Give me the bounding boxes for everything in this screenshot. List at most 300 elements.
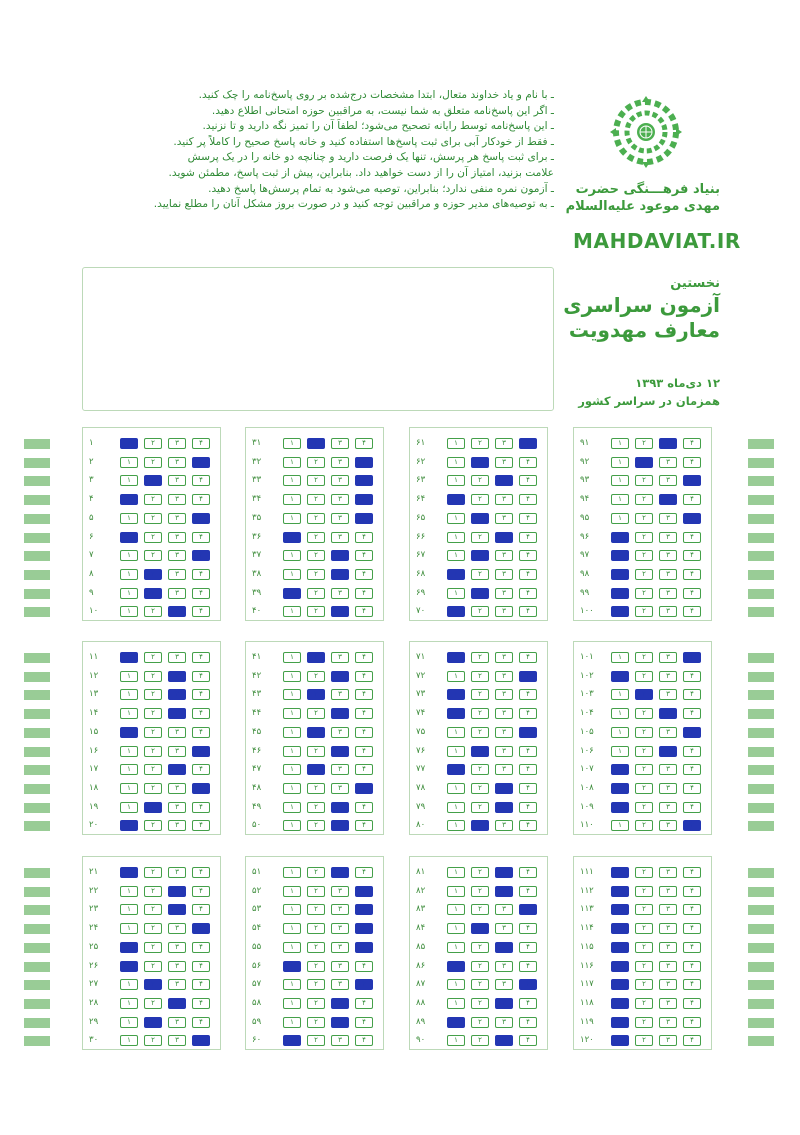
answer-bubble[interactable]: ۲ [144, 727, 162, 738]
answer-bubble[interactable]: ۱ [447, 746, 465, 757]
answer-bubble[interactable]: ۱ [611, 764, 629, 775]
answer-bubble[interactable]: ۱ [611, 942, 629, 953]
answer-bubble[interactable]: ۱ [611, 494, 629, 505]
answer-bubble[interactable]: ۲ [635, 942, 653, 953]
answer-bubble[interactable]: ۲ [471, 438, 489, 449]
answer-bubble[interactable]: ۳ [659, 886, 677, 897]
answer-bubble[interactable]: ۴ [683, 652, 701, 663]
answer-bubble[interactable]: ۲ [144, 942, 162, 953]
answer-bubble[interactable]: ۳ [495, 961, 513, 972]
answer-bubble[interactable]: ۲ [307, 867, 325, 878]
answer-bubble[interactable]: ۳ [659, 867, 677, 878]
answer-bubble[interactable]: ۴ [683, 494, 701, 505]
answer-bubble[interactable]: ۴ [683, 606, 701, 617]
answer-bubble[interactable]: ۴ [192, 783, 210, 794]
answer-bubble[interactable]: ۲ [471, 867, 489, 878]
answer-bubble[interactable]: ۳ [659, 569, 677, 580]
answer-bubble[interactable]: ۲ [307, 513, 325, 524]
answer-bubble[interactable]: ۱ [447, 867, 465, 878]
answer-bubble[interactable]: ۱ [120, 802, 138, 813]
answer-bubble[interactable]: ۱ [283, 961, 301, 972]
answer-bubble[interactable]: ۱ [611, 569, 629, 580]
answer-bubble[interactable]: ۳ [495, 998, 513, 1009]
answer-bubble[interactable]: ۲ [635, 475, 653, 486]
answer-bubble[interactable]: ۲ [144, 513, 162, 524]
answer-bubble[interactable]: ۳ [495, 727, 513, 738]
answer-bubble[interactable]: ۴ [519, 867, 537, 878]
answer-bubble[interactable]: ۴ [519, 457, 537, 468]
answer-bubble[interactable]: ۳ [168, 979, 186, 990]
answer-bubble[interactable]: ۴ [355, 1035, 373, 1046]
answer-bubble[interactable]: ۳ [168, 998, 186, 1009]
answer-bubble[interactable]: ۴ [683, 961, 701, 972]
answer-bubble[interactable]: ۱ [283, 494, 301, 505]
answer-bubble[interactable]: ۳ [659, 513, 677, 524]
answer-bubble[interactable]: ۴ [519, 689, 537, 700]
answer-bubble[interactable]: ۱ [283, 886, 301, 897]
answer-bubble[interactable]: ۳ [331, 569, 349, 580]
answer-bubble[interactable]: ۳ [331, 513, 349, 524]
answer-bubble[interactable]: ۴ [519, 532, 537, 543]
answer-bubble[interactable]: ۱ [611, 671, 629, 682]
answer-bubble[interactable]: ۱ [120, 475, 138, 486]
answer-bubble[interactable]: ۲ [307, 494, 325, 505]
answer-bubble[interactable]: ۱ [447, 513, 465, 524]
answer-bubble[interactable]: ۱ [447, 475, 465, 486]
answer-bubble[interactable]: ۱ [283, 671, 301, 682]
answer-bubble[interactable]: ۱ [611, 904, 629, 915]
answer-bubble[interactable]: ۲ [144, 569, 162, 580]
answer-bubble[interactable]: ۲ [471, 652, 489, 663]
answer-bubble[interactable]: ۱ [283, 783, 301, 794]
answer-bubble[interactable]: ۳ [168, 746, 186, 757]
answer-bubble[interactable]: ۳ [331, 457, 349, 468]
answer-bubble[interactable]: ۲ [144, 1035, 162, 1046]
answer-bubble[interactable]: ۱ [611, 513, 629, 524]
answer-bubble[interactable]: ۱ [283, 652, 301, 663]
answer-bubble[interactable]: ۲ [471, 746, 489, 757]
answer-bubble[interactable]: ۴ [355, 942, 373, 953]
answer-bubble[interactable]: ۳ [495, 904, 513, 915]
answer-bubble[interactable]: ۱ [283, 820, 301, 831]
answer-bubble[interactable]: ۴ [683, 727, 701, 738]
answer-bubble[interactable]: ۴ [192, 1017, 210, 1028]
answer-bubble[interactable]: ۳ [168, 438, 186, 449]
answer-bubble[interactable]: ۱ [611, 1035, 629, 1046]
answer-bubble[interactable]: ۳ [495, 708, 513, 719]
answer-bubble[interactable]: ۳ [168, 942, 186, 953]
answer-bubble[interactable]: ۱ [120, 979, 138, 990]
answer-bubble[interactable]: ۲ [307, 961, 325, 972]
answer-bubble[interactable]: ۳ [168, 457, 186, 468]
answer-bubble[interactable]: ۴ [355, 606, 373, 617]
answer-bubble[interactable]: ۴ [192, 923, 210, 934]
answer-bubble[interactable]: ۳ [495, 457, 513, 468]
answer-bubble[interactable]: ۳ [659, 606, 677, 617]
answer-bubble[interactable]: ۴ [683, 475, 701, 486]
answer-bubble[interactable]: ۲ [471, 1017, 489, 1028]
answer-bubble[interactable]: ۴ [192, 475, 210, 486]
answer-bubble[interactable]: ۱ [283, 998, 301, 1009]
answer-bubble[interactable]: ۱ [447, 727, 465, 738]
answer-bubble[interactable]: ۱ [447, 979, 465, 990]
answer-bubble[interactable]: ۱ [447, 886, 465, 897]
answer-bubble[interactable]: ۴ [683, 820, 701, 831]
answer-bubble[interactable]: ۳ [659, 746, 677, 757]
answer-bubble[interactable]: ۳ [659, 904, 677, 915]
answer-bubble[interactable]: ۴ [519, 569, 537, 580]
answer-bubble[interactable]: ۲ [144, 783, 162, 794]
answer-bubble[interactable]: ۲ [307, 475, 325, 486]
answer-bubble[interactable]: ۱ [611, 746, 629, 757]
answer-bubble[interactable]: ۱ [447, 569, 465, 580]
answer-bubble[interactable]: ۲ [144, 708, 162, 719]
answer-bubble[interactable]: ۱ [120, 708, 138, 719]
answer-bubble[interactable]: ۲ [471, 727, 489, 738]
answer-bubble[interactable]: ۳ [331, 588, 349, 599]
answer-bubble[interactable]: ۲ [144, 652, 162, 663]
answer-bubble[interactable]: ۳ [168, 820, 186, 831]
answer-bubble[interactable]: ۴ [683, 802, 701, 813]
answer-bubble[interactable]: ۳ [495, 867, 513, 878]
answer-bubble[interactable]: ۱ [447, 652, 465, 663]
answer-bubble[interactable]: ۲ [635, 764, 653, 775]
answer-bubble[interactable]: ۴ [192, 438, 210, 449]
answer-bubble[interactable]: ۱ [447, 532, 465, 543]
answer-bubble[interactable]: ۱ [120, 438, 138, 449]
answer-bubble[interactable]: ۴ [519, 746, 537, 757]
answer-bubble[interactable]: ۴ [192, 867, 210, 878]
answer-bubble[interactable]: ۲ [635, 689, 653, 700]
answer-bubble[interactable]: ۲ [635, 457, 653, 468]
answer-bubble[interactable]: ۴ [355, 671, 373, 682]
answer-bubble[interactable]: ۴ [683, 569, 701, 580]
answer-bubble[interactable]: ۲ [307, 708, 325, 719]
answer-bubble[interactable]: ۲ [471, 494, 489, 505]
answer-bubble[interactable]: ۱ [283, 867, 301, 878]
answer-bubble[interactable]: ۳ [168, 802, 186, 813]
answer-bubble[interactable]: ۲ [471, 942, 489, 953]
answer-bubble[interactable]: ۱ [120, 569, 138, 580]
answer-bubble[interactable]: ۱ [120, 689, 138, 700]
answer-bubble[interactable]: ۳ [331, 998, 349, 1009]
answer-bubble[interactable]: ۲ [471, 802, 489, 813]
answer-bubble[interactable]: ۲ [144, 867, 162, 878]
answer-bubble[interactable]: ۲ [471, 820, 489, 831]
answer-bubble[interactable]: ۱ [283, 1035, 301, 1046]
answer-bubble[interactable]: ۳ [331, 904, 349, 915]
answer-bubble[interactable]: ۳ [331, 671, 349, 682]
answer-bubble[interactable]: ۲ [635, 438, 653, 449]
answer-bubble[interactable]: ۳ [168, 671, 186, 682]
answer-bubble[interactable]: ۲ [635, 606, 653, 617]
answer-bubble[interactable]: ۱ [611, 438, 629, 449]
answer-bubble[interactable]: ۱ [447, 904, 465, 915]
answer-bubble[interactable]: ۲ [635, 867, 653, 878]
answer-bubble[interactable]: ۲ [144, 550, 162, 561]
answer-bubble[interactable]: ۳ [495, 438, 513, 449]
answer-bubble[interactable]: ۱ [611, 532, 629, 543]
answer-bubble[interactable]: ۳ [659, 438, 677, 449]
answer-bubble[interactable]: ۳ [659, 764, 677, 775]
answer-bubble[interactable]: ۱ [283, 532, 301, 543]
answer-bubble[interactable]: ۱ [611, 550, 629, 561]
answer-bubble[interactable]: ۳ [168, 606, 186, 617]
answer-bubble[interactable]: ۳ [495, 942, 513, 953]
answer-bubble[interactable]: ۳ [331, 1017, 349, 1028]
answer-bubble[interactable]: ۳ [659, 1017, 677, 1028]
answer-bubble[interactable]: ۳ [168, 904, 186, 915]
answer-bubble[interactable]: ۱ [120, 532, 138, 543]
answer-bubble[interactable]: ۴ [683, 998, 701, 1009]
answer-bubble[interactable]: ۲ [144, 764, 162, 775]
answer-bubble[interactable]: ۲ [307, 1035, 325, 1046]
answer-bubble[interactable]: ۳ [659, 923, 677, 934]
answer-bubble[interactable]: ۱ [447, 1035, 465, 1046]
answer-bubble[interactable]: ۲ [635, 998, 653, 1009]
answer-bubble[interactable]: ۱ [611, 588, 629, 599]
answer-bubble[interactable]: ۱ [611, 867, 629, 878]
answer-bubble[interactable]: ۲ [471, 475, 489, 486]
answer-bubble[interactable]: ۳ [168, 727, 186, 738]
answer-bubble[interactable]: ۲ [635, 652, 653, 663]
answer-bubble[interactable]: ۱ [447, 998, 465, 1009]
answer-bubble[interactable]: ۳ [331, 979, 349, 990]
answer-bubble[interactable]: ۳ [331, 689, 349, 700]
answer-bubble[interactable]: ۳ [659, 820, 677, 831]
answer-bubble[interactable]: ۴ [683, 513, 701, 524]
answer-bubble[interactable]: ۱ [120, 764, 138, 775]
answer-bubble[interactable]: ۲ [635, 550, 653, 561]
answer-bubble[interactable]: ۲ [635, 904, 653, 915]
answer-bubble[interactable]: ۳ [168, 923, 186, 934]
answer-bubble[interactable]: ۳ [331, 961, 349, 972]
answer-bubble[interactable]: ۴ [192, 569, 210, 580]
answer-bubble[interactable]: ۲ [144, 475, 162, 486]
answer-bubble[interactable]: ۳ [495, 979, 513, 990]
answer-bubble[interactable]: ۲ [144, 886, 162, 897]
answer-bubble[interactable]: ۳ [495, 671, 513, 682]
answer-bubble[interactable]: ۴ [192, 979, 210, 990]
answer-bubble[interactable]: ۴ [519, 979, 537, 990]
answer-bubble[interactable]: ۴ [519, 438, 537, 449]
answer-bubble[interactable]: ۲ [144, 979, 162, 990]
answer-bubble[interactable]: ۳ [495, 569, 513, 580]
answer-bubble[interactable]: ۲ [471, 671, 489, 682]
answer-bubble[interactable]: ۱ [447, 671, 465, 682]
answer-bubble[interactable]: ۳ [168, 475, 186, 486]
answer-bubble[interactable]: ۳ [659, 494, 677, 505]
answer-bubble[interactable]: ۳ [168, 689, 186, 700]
answer-bubble[interactable]: ۲ [471, 998, 489, 1009]
answer-bubble[interactable]: ۴ [355, 475, 373, 486]
answer-bubble[interactable]: ۲ [471, 569, 489, 580]
answer-bubble[interactable]: ۴ [683, 532, 701, 543]
answer-bubble[interactable]: ۱ [447, 923, 465, 934]
answer-bubble[interactable]: ۴ [519, 671, 537, 682]
answer-bubble[interactable]: ۳ [168, 513, 186, 524]
answer-bubble[interactable]: ۱ [283, 689, 301, 700]
answer-bubble[interactable]: ۲ [471, 588, 489, 599]
answer-bubble[interactable]: ۳ [495, 1017, 513, 1028]
answer-bubble[interactable]: ۲ [144, 923, 162, 934]
answer-bubble[interactable]: ۲ [307, 746, 325, 757]
answer-bubble[interactable]: ۲ [471, 979, 489, 990]
answer-bubble[interactable]: ۳ [659, 475, 677, 486]
answer-bubble[interactable]: ۴ [683, 689, 701, 700]
answer-bubble[interactable]: ۱ [447, 494, 465, 505]
answer-bubble[interactable]: ۳ [495, 475, 513, 486]
answer-bubble[interactable]: ۳ [331, 802, 349, 813]
answer-bubble[interactable]: ۳ [331, 923, 349, 934]
answer-bubble[interactable]: ۴ [355, 513, 373, 524]
answer-bubble[interactable]: ۴ [519, 652, 537, 663]
answer-bubble[interactable]: ۲ [635, 532, 653, 543]
answer-bubble[interactable]: ۲ [635, 961, 653, 972]
answer-bubble[interactable]: ۲ [307, 457, 325, 468]
answer-bubble[interactable]: ۳ [168, 1017, 186, 1028]
answer-bubble[interactable]: ۴ [519, 942, 537, 953]
answer-bubble[interactable]: ۲ [144, 746, 162, 757]
answer-bubble[interactable]: ۲ [307, 689, 325, 700]
answer-bubble[interactable]: ۱ [120, 886, 138, 897]
answer-bubble[interactable]: ۲ [635, 802, 653, 813]
answer-bubble[interactable]: ۲ [471, 886, 489, 897]
answer-bubble[interactable]: ۴ [192, 820, 210, 831]
answer-bubble[interactable]: ۱ [447, 820, 465, 831]
answer-bubble[interactable]: ۲ [144, 1017, 162, 1028]
answer-bubble[interactable]: ۴ [683, 550, 701, 561]
answer-bubble[interactable]: ۴ [192, 802, 210, 813]
answer-bubble[interactable]: ۱ [283, 606, 301, 617]
answer-bubble[interactable]: ۲ [144, 820, 162, 831]
answer-bubble[interactable]: ۴ [519, 961, 537, 972]
answer-bubble[interactable]: ۳ [331, 606, 349, 617]
answer-bubble[interactable]: ۳ [659, 457, 677, 468]
answer-bubble[interactable]: ۳ [659, 532, 677, 543]
answer-bubble[interactable]: ۴ [192, 886, 210, 897]
answer-bubble[interactable]: ۴ [355, 923, 373, 934]
answer-bubble[interactable]: ۲ [144, 904, 162, 915]
answer-bubble[interactable]: ۴ [519, 1017, 537, 1028]
answer-bubble[interactable]: ۴ [683, 886, 701, 897]
answer-bubble[interactable]: ۲ [471, 961, 489, 972]
answer-bubble[interactable]: ۲ [635, 820, 653, 831]
answer-bubble[interactable]: ۱ [120, 867, 138, 878]
answer-bubble[interactable]: ۲ [144, 494, 162, 505]
answer-bubble[interactable]: ۱ [120, 820, 138, 831]
answer-bubble[interactable]: ۱ [447, 689, 465, 700]
answer-bubble[interactable]: ۲ [307, 1017, 325, 1028]
answer-bubble[interactable]: ۲ [144, 457, 162, 468]
answer-bubble[interactable]: ۴ [355, 708, 373, 719]
answer-bubble[interactable]: ۱ [447, 1017, 465, 1028]
answer-bubble[interactable]: ۴ [355, 820, 373, 831]
answer-bubble[interactable]: ۲ [144, 671, 162, 682]
answer-bubble[interactable]: ۴ [192, 942, 210, 953]
answer-bubble[interactable]: ۴ [355, 764, 373, 775]
answer-bubble[interactable]: ۳ [168, 867, 186, 878]
answer-bubble[interactable]: ۴ [683, 746, 701, 757]
answer-bubble[interactable]: ۳ [659, 802, 677, 813]
answer-bubble[interactable]: ۲ [635, 886, 653, 897]
answer-bubble[interactable]: ۳ [331, 438, 349, 449]
answer-bubble[interactable]: ۲ [144, 961, 162, 972]
answer-bubble[interactable]: ۱ [283, 438, 301, 449]
answer-bubble[interactable]: ۲ [307, 783, 325, 794]
answer-bubble[interactable]: ۳ [168, 550, 186, 561]
answer-bubble[interactable]: ۳ [495, 606, 513, 617]
answer-bubble[interactable]: ۱ [283, 764, 301, 775]
answer-bubble[interactable]: ۱ [611, 708, 629, 719]
answer-bubble[interactable]: ۳ [495, 652, 513, 663]
answer-bubble[interactable]: ۱ [283, 904, 301, 915]
answer-bubble[interactable]: ۲ [307, 904, 325, 915]
answer-bubble[interactable]: ۱ [120, 998, 138, 1009]
answer-bubble[interactable]: ۴ [192, 1035, 210, 1046]
answer-bubble[interactable]: ۴ [355, 998, 373, 1009]
answer-bubble[interactable]: ۴ [519, 923, 537, 934]
answer-bubble[interactable]: ۴ [519, 886, 537, 897]
answer-bubble[interactable]: ۴ [683, 708, 701, 719]
answer-bubble[interactable]: ۳ [331, 708, 349, 719]
answer-bubble[interactable]: ۱ [611, 475, 629, 486]
answer-bubble[interactable]: ۳ [331, 764, 349, 775]
answer-bubble[interactable]: ۲ [307, 979, 325, 990]
answer-bubble[interactable]: ۳ [168, 764, 186, 775]
answer-bubble[interactable]: ۲ [307, 998, 325, 1009]
answer-bubble[interactable]: ۴ [192, 904, 210, 915]
answer-bubble[interactable]: ۱ [283, 588, 301, 599]
answer-bubble[interactable]: ۲ [635, 746, 653, 757]
answer-bubble[interactable]: ۴ [192, 998, 210, 1009]
answer-bubble[interactable]: ۴ [192, 689, 210, 700]
answer-bubble[interactable]: ۱ [611, 979, 629, 990]
answer-bubble[interactable]: ۴ [683, 904, 701, 915]
answer-bubble[interactable]: ۲ [471, 1035, 489, 1046]
answer-bubble[interactable]: ۴ [192, 494, 210, 505]
answer-bubble[interactable]: ۳ [331, 867, 349, 878]
answer-bubble[interactable]: ۲ [471, 783, 489, 794]
answer-bubble[interactable]: ۲ [307, 886, 325, 897]
answer-bubble[interactable]: ۲ [635, 923, 653, 934]
answer-bubble[interactable]: ۲ [144, 998, 162, 1009]
answer-bubble[interactable]: ۴ [355, 867, 373, 878]
answer-bubble[interactable]: ۱ [283, 550, 301, 561]
answer-bubble[interactable]: ۲ [307, 588, 325, 599]
answer-bubble[interactable]: ۱ [120, 457, 138, 468]
answer-bubble[interactable]: ۳ [495, 802, 513, 813]
answer-bubble[interactable]: ۳ [331, 1035, 349, 1046]
answer-bubble[interactable]: ۳ [659, 783, 677, 794]
answer-bubble[interactable]: ۳ [331, 886, 349, 897]
answer-bubble[interactable]: ۴ [519, 494, 537, 505]
answer-bubble[interactable]: ۲ [471, 532, 489, 543]
answer-bubble[interactable]: ۱ [447, 457, 465, 468]
answer-bubble[interactable]: ۱ [120, 671, 138, 682]
answer-bubble[interactable]: ۳ [168, 588, 186, 599]
answer-bubble[interactable]: ۱ [611, 1017, 629, 1028]
answer-bubble[interactable]: ۴ [519, 904, 537, 915]
answer-bubble[interactable]: ۱ [447, 783, 465, 794]
answer-bubble[interactable]: ۳ [168, 708, 186, 719]
answer-bubble[interactable]: ۲ [307, 652, 325, 663]
answer-bubble[interactable]: ۴ [519, 708, 537, 719]
answer-bubble[interactable]: ۲ [635, 671, 653, 682]
answer-bubble[interactable]: ۱ [447, 764, 465, 775]
answer-bubble[interactable]: ۱ [120, 942, 138, 953]
answer-bubble[interactable]: ۳ [168, 652, 186, 663]
